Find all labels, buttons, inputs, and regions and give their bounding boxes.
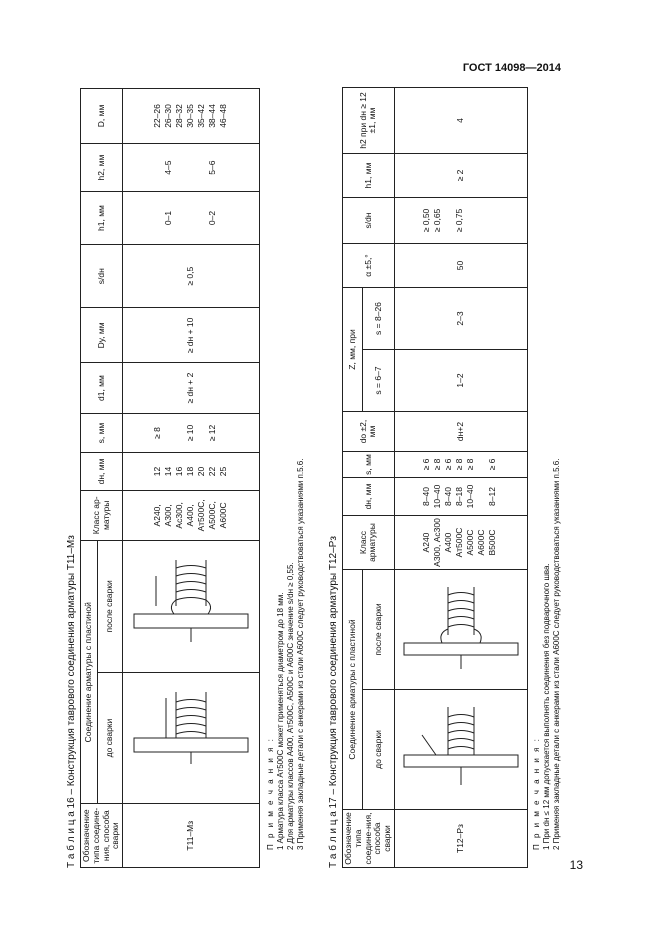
t17-head-z2: s = 8–26 bbox=[363, 288, 395, 350]
t17-dn: 10–40 bbox=[432, 484, 443, 509]
t17-h2-cell: 4 bbox=[394, 88, 527, 154]
t16-head-type: Обозначение типа соедине-ния, способа сварки bbox=[81, 804, 123, 868]
t16-dn: 22 bbox=[206, 466, 217, 477]
t16-head-D: D, мм bbox=[81, 89, 123, 144]
t16-h2: 5–6 bbox=[206, 160, 217, 175]
t17-class: А600С bbox=[476, 529, 487, 556]
t16-D: 38–44 bbox=[206, 104, 217, 128]
t17-note: 1 При dн ≤ 12 мм допускается выполнять соединения без подварочного шва. bbox=[542, 563, 551, 850]
t17-z2-cell: 2–3 bbox=[394, 288, 527, 350]
t16-note: 2 Для арматуры классов А400, Ат500С, А500С и А600С значение s/dн ≥ 0,55. bbox=[286, 562, 295, 850]
t17-dn: 8–40 bbox=[443, 487, 454, 506]
t17-dn: 10–40 bbox=[465, 484, 476, 509]
t16-notes bbox=[266, 459, 306, 850]
t16-s: ≥ 8 bbox=[151, 427, 162, 439]
t16-head-dn: dн, мм bbox=[81, 453, 123, 490]
t16-h1: 0–2 bbox=[206, 210, 217, 226]
t17-note: 2 Применяя закладные детали с анкерами из стали А600С следует руководствоваться указаниями п.5.6. bbox=[552, 458, 561, 850]
t16-D: 30–35 bbox=[184, 104, 195, 128]
t16-head-d1: d1, мм bbox=[81, 363, 123, 413]
t17-s: ≥ 8 bbox=[454, 458, 465, 471]
t17-s: ≥ 8 bbox=[465, 458, 476, 471]
t16-dy-cell: ≥ dн + 10 bbox=[123, 308, 260, 363]
t16-note: 3 Применяя закладные детали с анкерами из стали А600С следует руководствоваться указаниями п.5.6. bbox=[296, 458, 305, 850]
t16-s-cell bbox=[123, 413, 260, 452]
t16-class: А240, bbox=[151, 504, 162, 527]
t17-s: ≥ 6 bbox=[443, 458, 454, 471]
t16-h2: 4–5 bbox=[162, 160, 173, 175]
t16-class: А600С bbox=[217, 502, 228, 529]
t16-class: А500С, bbox=[206, 501, 217, 530]
table-17 bbox=[342, 87, 528, 868]
t17-head-z: Z, мм, при bbox=[343, 288, 363, 412]
t16-d1-cell: ≥ dн + 2 bbox=[123, 363, 260, 413]
t17-sketch-after bbox=[394, 570, 527, 690]
t16-s: ≥ 12 bbox=[206, 424, 217, 442]
t17-notes bbox=[532, 459, 562, 850]
document-header: ГОСТ 14098—2014 bbox=[462, 62, 561, 74]
t16-sketch-after bbox=[123, 541, 260, 673]
t16-D-cell bbox=[123, 89, 260, 144]
t16-notes-title: П р и м е ч а н и я : bbox=[266, 737, 275, 850]
t17-head-h1: h1, мм bbox=[343, 154, 395, 198]
t17-head-h2: h2 при dн ≥ 12 ±1, мм bbox=[343, 88, 395, 154]
t17-sd-cell bbox=[394, 198, 527, 244]
t16-class: А300, bbox=[162, 504, 173, 527]
t17-classes-cell bbox=[394, 516, 527, 570]
t16-dn: 20 bbox=[195, 466, 206, 477]
t16-head-s: s, мм bbox=[81, 413, 123, 452]
t16-head-h2: h2, мм bbox=[81, 143, 123, 191]
t17-do-cell: dн+2 bbox=[394, 412, 527, 452]
t16-dn: 12 bbox=[151, 466, 162, 477]
t16-class: Ат500С, bbox=[195, 499, 206, 532]
t16-dn: 25 bbox=[217, 466, 228, 477]
t17-class: А240 bbox=[421, 532, 432, 553]
t16-class: А400, bbox=[184, 504, 195, 527]
t17-notes-title: П р и м е ч а н и я : bbox=[532, 737, 541, 850]
table-16 bbox=[80, 88, 260, 868]
t16-D: 35–42 bbox=[195, 104, 206, 128]
t17-head-before: до сварки bbox=[363, 690, 395, 810]
t17-sd: ≥ 0,65 bbox=[432, 208, 443, 233]
weld-after-sketch-icon bbox=[396, 574, 526, 686]
t16-head-conn: Соединение арматуры с пластиной bbox=[81, 541, 98, 804]
t17-sd: ≥ 0,50 bbox=[421, 208, 432, 233]
t17-dn: 8–40 bbox=[421, 487, 432, 506]
rotated-page-content bbox=[62, 80, 582, 870]
t17-head-s: s, мм bbox=[343, 452, 395, 478]
t17-dn-cell bbox=[394, 478, 527, 516]
t17-head-conn: Соединение арматуры с пластиной bbox=[343, 570, 363, 810]
t16-s: ≥ 10 bbox=[184, 424, 195, 442]
t16-dn: 16 bbox=[173, 466, 184, 477]
t16-head-sd: s/dн bbox=[81, 244, 123, 308]
t17-dn: 8–18 bbox=[454, 487, 465, 506]
t16-type-cell: Т11–Мз bbox=[123, 804, 260, 868]
t17-head-alpha: α ±5,° bbox=[343, 244, 395, 288]
t17-type-cell: Т12–Рз bbox=[394, 810, 527, 868]
table-17-caption: Т а б л и ц а 17 – Конструкция таврового соединения арматуры Т12–Рз bbox=[328, 536, 339, 868]
weld-before-sketch-icon bbox=[126, 682, 256, 794]
t17-head-class: Класс арматуры bbox=[343, 516, 395, 570]
t16-head-after: после сварки bbox=[98, 541, 123, 673]
t16-classes-cell bbox=[123, 490, 260, 540]
t16-sd-cell: ≥ 0,5 bbox=[123, 244, 260, 308]
t17-z1-cell: 1–2 bbox=[394, 350, 527, 412]
t16-D: 22–26 bbox=[151, 104, 162, 128]
t17-head-type: Обозначение типа соедине-ния, способа сварки bbox=[343, 810, 395, 868]
t17-head-z1: s = 6–7 bbox=[363, 350, 395, 412]
t17-head-do: dо ±2, мм bbox=[343, 412, 395, 452]
t16-h1-cell bbox=[123, 192, 260, 245]
t17-s: ≥ 6 bbox=[421, 458, 432, 471]
t17-class: В500С bbox=[487, 529, 498, 556]
t17-s: ≥ 6 bbox=[487, 458, 498, 471]
t16-head-dy: Dу, мм bbox=[81, 308, 123, 363]
t16-head-before: до сварки bbox=[98, 672, 123, 804]
t17-head-sd: s/dн bbox=[343, 198, 395, 244]
t16-h2-cell bbox=[123, 143, 260, 191]
t16-D: 26–30 bbox=[162, 104, 173, 128]
t17-s-cell bbox=[394, 452, 527, 478]
t16-dn: 14 bbox=[162, 466, 173, 477]
t17-class: А500С bbox=[465, 529, 476, 556]
t17-sd: ≥ 0,75 bbox=[454, 208, 465, 233]
t16-D: 46–48 bbox=[217, 104, 228, 128]
t17-alpha-cell: 50 bbox=[394, 244, 527, 288]
t17-sketch-before bbox=[394, 690, 527, 810]
page-number: 13 bbox=[569, 858, 583, 872]
t17-h1-cell: ≥ 2 bbox=[394, 154, 527, 198]
t16-dn-cell bbox=[123, 453, 260, 490]
t16-dn: 18 bbox=[184, 466, 195, 477]
t17-dn: 8–12 bbox=[487, 487, 498, 506]
t16-note: 1 Арматура класса Ат500С может применяться диаметром до 18 мм. bbox=[276, 592, 285, 850]
t17-class: А400 bbox=[443, 532, 454, 553]
t17-head-dn: dн, мм bbox=[343, 478, 395, 516]
t16-class: Ас300, bbox=[173, 502, 184, 529]
weld-before-sketch-icon bbox=[396, 694, 526, 806]
t17-s: ≥ 8 bbox=[432, 458, 443, 471]
t16-D: 28–32 bbox=[173, 104, 184, 128]
table-16-caption: Т а б л и ц а 16 – Конструкция таврового соединения арматуры Т11–Мз bbox=[66, 535, 77, 868]
t17-class: А300, Ас300 bbox=[432, 518, 443, 567]
t16-h1: 0–1 bbox=[162, 210, 173, 226]
t17-head-after: после сварки bbox=[363, 570, 395, 690]
weld-after-sketch-icon bbox=[126, 550, 256, 662]
t16-head-class: Класс ар-матуры bbox=[81, 490, 123, 540]
t17-class: Ат500С bbox=[454, 527, 465, 558]
t16-sketch-before bbox=[123, 672, 260, 804]
t16-head-h1: h1, мм bbox=[81, 192, 123, 245]
